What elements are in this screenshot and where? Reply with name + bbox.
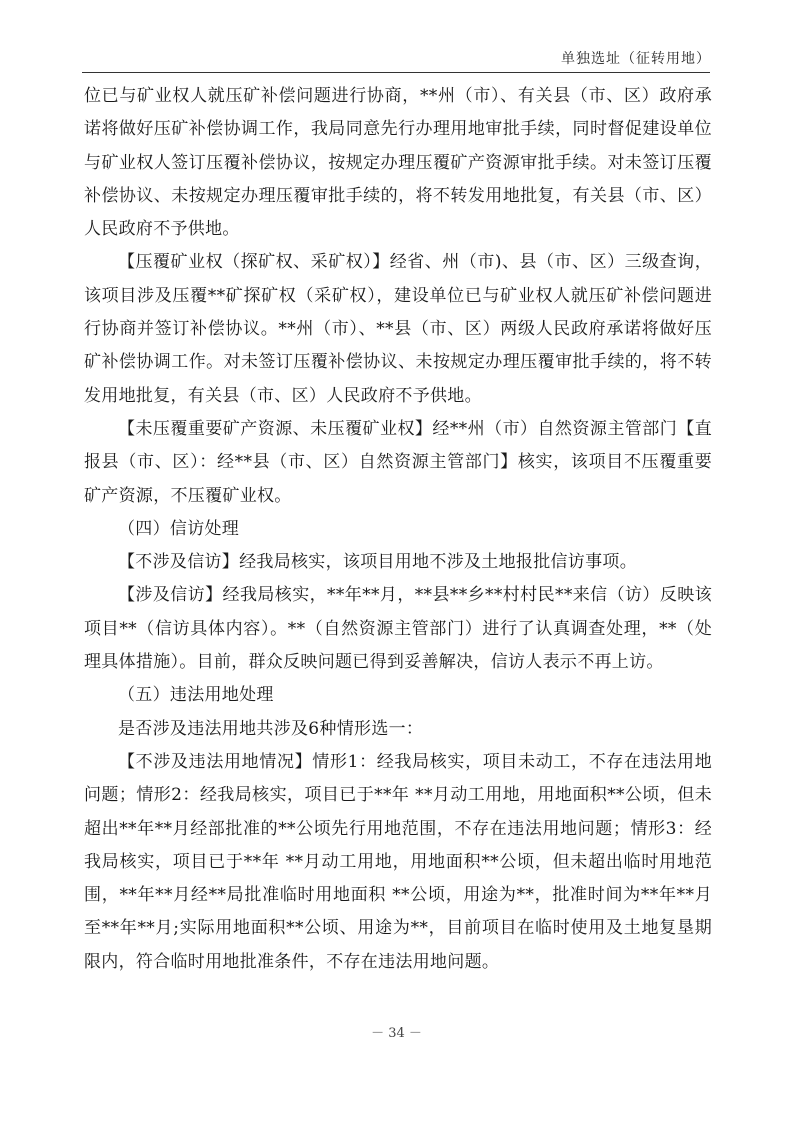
paragraph-continuation: 位已与矿业权人就压矿补偿问题进行协商，**州（市）、有关县（市、区）政府承诺将做好压矿补偿协调工作，我局同意先行办理用地审批手续，同时督促建设单位与矿业权人签订压覆补偿协议，按规定办理压覆矿产资源审批手续。对未签订压覆补偿协议、未按规定办理压覆审批手续的，将不转发用地批复，有关县（市、区）人民政府不予供地。 <box>84 86 712 240</box>
running-header: 单独选址（征转用地） <box>561 51 711 67</box>
paragraph-six-cases: 是否涉及违法用地共涉及6种情形选一： <box>118 718 424 739</box>
section-heading-petition: （四）信访处理 <box>118 518 240 539</box>
paragraph-mining-rights-overlap: 【压覆矿业权（探矿权、采矿权）】经省、州（市)、县（市、区）三级查询，该项目涉及压覆**矿探矿权（采矿权），建设单位已与矿业权人就压矿补偿问题进行协商并签订补偿协议。**州（市）、**县（市、区）两级人民政府承诺将做好压矿补偿协调工作。对未签订压覆补偿协议、未按规定办理压覆审批手续的，将不转发用地批复，有关县（市、区）人民政府不予供地。 <box>84 252 712 406</box>
section-heading-illegal-land-use: （五）违法用地处理 <box>118 685 274 706</box>
paragraph-petition-involved: 【涉及信访】经我局核实，**年**月，**县**乡**村村民**来信（访）反映该项目**（信访具体内容）。**（自然资源主管部门）进行了认真调查处理，**（处理具体措施）。目前，群众反映问题已得到妥善解决，信访人表示不再上访。 <box>84 585 712 673</box>
paragraph-no-petition: 【不涉及信访】经我局核实，该项目用地不涉及土地报批信访事项。 <box>118 552 637 573</box>
header-divider <box>82 72 710 73</box>
page-number: － 34 － <box>371 1026 422 1041</box>
paragraph-no-mineral-overlap: 【未压覆重要矿产资源、未压覆矿业权】经**州（市）自然资源主管部门【直报县（市、区）：经**县（市、区）自然资源主管部门】核实，该项目不压覆重要矿产资源，不压覆矿业权。 <box>84 418 712 506</box>
document-body <box>84 80 712 979</box>
paragraph-no-illegal-land-use: 【不涉及违法用地情况】情形1：经我局核实，项目未动工，不存在违法用地问题；情形2：经我局核实，项目已于**年 **月动工用地，用地面积**公顷，但未超出**年**月经部批准的**公顷先行用地范围，不存在违法用地问题；情形3：经我局核实，项目已于**年 **月动工用地，用地面积**公顷，但未超出临时用地范围，**年**月经**局批准临时用地面积 **公顷，用途为**，批准时间为**年**月至**年**月;实际用地面积**公顷、用途为**，目前项目在临时使用及土地复垦期限内，符合临时用地批准条件，不存在违法用地问题。 <box>84 751 712 972</box>
